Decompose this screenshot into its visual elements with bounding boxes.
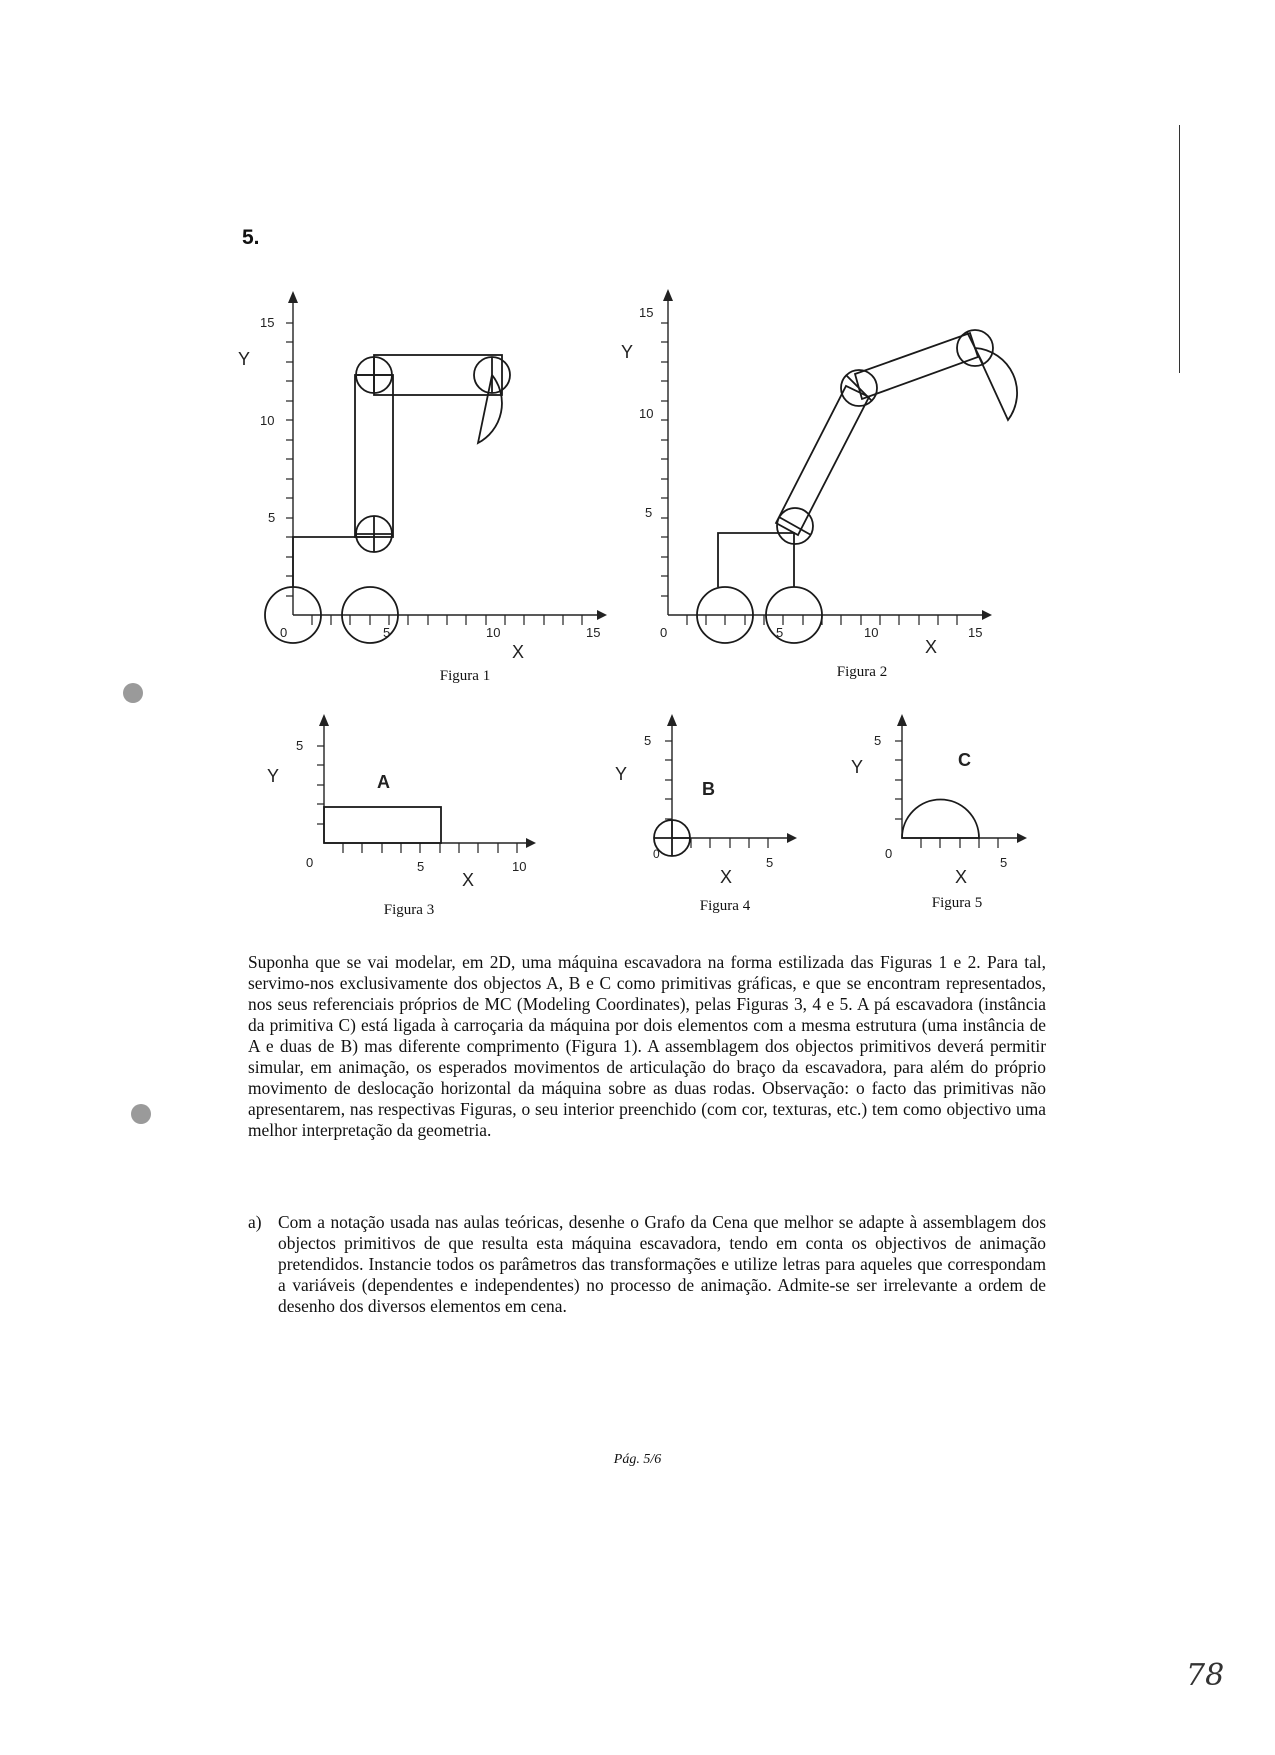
fig5-tick-y5: 5 <box>874 733 882 748</box>
fig5-tick-x0: 0 <box>885 846 893 861</box>
fig5-ylabel: Y <box>851 757 864 777</box>
figure-3 <box>262 710 552 900</box>
fig5-tick-x5: 5 <box>1000 855 1008 870</box>
fig4-ylabel: Y <box>615 764 628 784</box>
question-a-label: a) <box>248 1212 262 1232</box>
fig2-tick-x0: 0 <box>660 625 668 640</box>
fig2-tick-x5: 5 <box>776 625 784 640</box>
fig5-xlabel: X <box>955 867 968 887</box>
fig3-xlabel: X <box>462 870 475 890</box>
fig2-tick-x10: 10 <box>864 625 879 640</box>
fig1-bucket <box>478 375 502 443</box>
figure-4 <box>610 710 810 900</box>
question-number: 5. <box>242 226 260 249</box>
figure-1-axes <box>238 291 607 662</box>
fig2-tick-y5: 5 <box>645 505 653 520</box>
punch-hole-bottom <box>131 1104 151 1124</box>
fig1-tick-x15: 15 <box>586 625 601 640</box>
page-number: Pág. 5/6 <box>613 1452 662 1467</box>
fig3-tick-x5: 5 <box>417 859 425 874</box>
fig1-xlabel: X <box>512 642 525 662</box>
question-a <box>248 1212 1046 1317</box>
fig4-xlabel: X <box>720 867 733 887</box>
fig2-tick-y10: 10 <box>639 406 654 421</box>
fig2-excavator <box>697 330 1017 643</box>
fig3-tick-y5: 5 <box>296 738 304 753</box>
fig1-tick-x10: 10 <box>486 625 501 640</box>
fig2-tick-y15: 15 <box>639 305 654 320</box>
fig4-label-b: B <box>702 779 715 799</box>
fig3-ylabel: Y <box>267 766 280 786</box>
margin-rule <box>1179 125 1180 373</box>
fig1-lower-arm <box>355 375 393 537</box>
fig2-upper-arm <box>855 333 978 399</box>
fig4-tick-x5: 5 <box>766 855 774 870</box>
fig1-excavator <box>265 355 510 643</box>
fig4-tick-y5: 5 <box>644 733 652 748</box>
figure-2 <box>621 285 1040 680</box>
fig1-tick-y5: 5 <box>268 510 276 525</box>
fig3-tick-x10: 10 <box>512 859 527 874</box>
fig5-label-c: C <box>958 750 971 770</box>
primitive-a-rect <box>324 807 441 843</box>
fig4-tick-x0: 0 <box>653 847 660 861</box>
primitive-c-semicircle <box>902 800 979 839</box>
fig2-ylabel: Y <box>621 342 634 362</box>
fig2-body <box>718 533 794 587</box>
fig3-label-a: A <box>377 772 390 792</box>
fig2-tick-x15: 15 <box>968 625 983 640</box>
figure-5 <box>845 710 1045 900</box>
figure-1 <box>238 285 630 680</box>
problem-statement: Suponha que se vai modelar, em 2D, uma máquina escavadora na forma estilizada das Figuras 1 e 2. Para tal, servimo-nos exclusivamente dos objectos A, B e C como primitivas gráficas, e que se encontram representados, nos seus referenciais próprios de MC (Modeling Coordinates), pelas Figuras 3, 4 e 5. A pá escavadora (instância da primitiva C) está ligada à carroçaria da máquina por dois elementos com a mesma estrutura (uma instância de A e duas de B) mas diferente comprimento (Figura 1). A assemblagem dos objectos primitivos deverá permitir simular, em animação, os esperados movimentos de articulação do braço da escavadora, para além do próprio movimento de deslocação horizontal da máquina sobre as duas rodas. Observação: o facto das primitivas não apresentarem, nas respectivas Figuras, o seu interior preenchido (com cor, texturas, etc.) tem como objectivo uma melhor interpretação da geometria. <box>248 952 1046 1140</box>
figure-3-caption: Figura 3 <box>383 902 435 918</box>
figure-5-caption: Figura 5 <box>931 895 983 911</box>
figure-4-caption: Figura 4 <box>699 898 751 914</box>
fig1-tick-x0: 0 <box>280 625 288 640</box>
fig1-ylabel: Y <box>238 349 251 369</box>
fig1-tick-x5: 5 <box>383 625 391 640</box>
question-a-text: Com a notação usada nas aulas teóricas, desenhe o Grafo da Cena que melhor se adapte à assemblagem dos objectos primitivos de que resulta esta máquina escavadora, tendo em conta os objectivos de animação pretendidos. Instancie todos os parâmetros das transformações e utilize letras para aqueles que correspondam a variáveis (dependentes e independentes) no processo de animação. Admite-se ser irrelevante a ordem de desenho dos diversos elementos em cena. <box>278 1212 1046 1316</box>
punch-hole-top <box>123 683 143 703</box>
fig2-xlabel: X <box>925 637 938 657</box>
figure-2-caption: Figura 2 <box>836 664 888 680</box>
handwritten-number: 78 <box>1186 1658 1225 1693</box>
fig1-tick-y15: 15 <box>260 315 275 330</box>
figure-1-caption: Figura 1 <box>439 668 491 684</box>
fig3-tick-x0: 0 <box>306 855 314 870</box>
fig2-lower-arm <box>776 386 869 535</box>
fig1-tick-y10: 10 <box>260 413 275 428</box>
